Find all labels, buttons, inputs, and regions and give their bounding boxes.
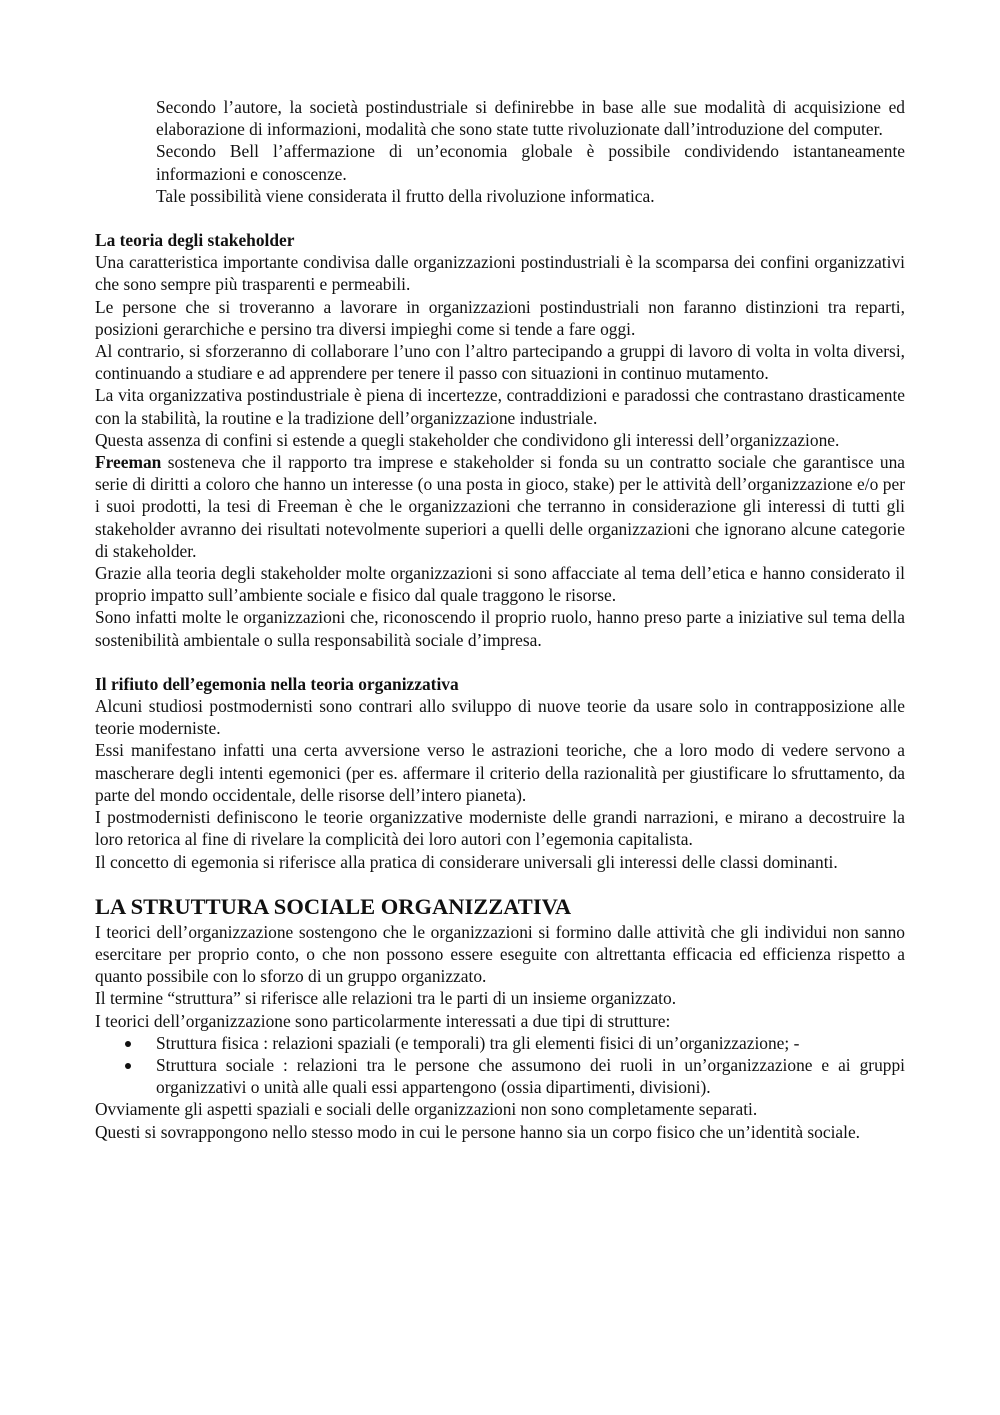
body-paragraph: Una caratteristica importante condivisa dalle organizzazioni postindustriali è la scomparsa dei confini organizzativi che sono sempre più trasparenti e permeabili. bbox=[95, 252, 905, 295]
freeman-paragraph bbox=[95, 451, 905, 562]
body-paragraph: Le persone che si troveranno a lavorare in organizzazioni postindustriali non faranno distinzioni tra reparti, posizioni gerarchiche e persino tra diversi impieghi come si tende a fare oggi. bbox=[95, 296, 905, 339]
section-heading-stakeholder: La teoria degli stakeholder bbox=[95, 230, 295, 251]
intro-paragraph: Tale possibilità viene considerata il frutto della rivoluzione informatica. bbox=[156, 185, 655, 206]
body-paragraph: I teorici dell’organizzazione sostengono che le organizzazioni si formino dalle attività che gli individui non sanno esercitare per proprio conto, o che non possono essere eseguite con altrettanta efficacia ed efficienza rispetto a quanto possibile con lo sforzo di un gruppo organizzato. bbox=[95, 921, 905, 987]
list-item bbox=[95, 1032, 905, 1054]
intro-paragraph: Secondo Bell l’affermazione di un’economia globale è possibile condividendo istantaneamente informazioni e conoscenze. bbox=[156, 141, 905, 184]
freeman-text: sosteneva che il rapporto tra imprese e stakeholder si fonda su un contratto sociale che garantisce una serie di diritti a coloro che hanno un interesse (o una posta in gioco, stake) per le attività dell’organizzazione e/o per i suoi prodotti, la tesi di Freeman è che le organizzazioni che terranno in considerazione gli interessi di tutti gli stakeholder avranno dei risultati notevolmente superiori a quelli delle organizzazioni che ignorano alcune categorie di stakeholder. bbox=[95, 452, 905, 561]
bullet-icon bbox=[125, 1041, 131, 1047]
body-paragraph: Questa assenza di confini si estende a quegli stakeholder che condividono gli interessi dell’organizzazione. bbox=[95, 429, 840, 450]
bullet-icon bbox=[125, 1063, 131, 1069]
list-item-text: Struttura fisica : relazioni spaziali (e temporali) tra gli elementi fisici di un’organizzazione; - bbox=[156, 1032, 800, 1053]
body-paragraph: Questi si sovrappongono nello stesso modo in cui le persone hanno sia un corpo fisico che un’identità sociale. bbox=[95, 1121, 861, 1142]
spacer bbox=[95, 207, 905, 229]
body-paragraph: Alcuni studiosi postmodernisti sono contrari allo sviluppo di nuove teorie da usare solo in contrapposizione alle teorie moderniste. bbox=[95, 696, 905, 739]
list-item bbox=[95, 1054, 905, 1098]
structure-types-list bbox=[95, 1032, 905, 1099]
body-paragraph: La vita organizzativa postindustriale è piena di incertezze, contraddizioni e paradossi che contrastano drasticamente con la stabilità, la routine e la tradizione dell’organizzazione industriale. bbox=[95, 385, 905, 428]
section-heading-egemonia: Il rifiuto dell’egemonia nella teoria organizzativa bbox=[95, 673, 459, 694]
body-paragraph: Essi manifestano infatti una certa avversione verso le astrazioni teoriche, che a loro modo di vedere servono a mascherare degli intenti egemonici (per es. affermare il criterio della razionalità per giustificare lo sfruttamento, da parte del mondo occidentale, delle risorse dell’intero pianeta). bbox=[95, 740, 905, 805]
list-item-text: Struttura sociale : relazioni tra le persone che assumono dei ruoli in un’organizzazione e ai gruppi organizzativi o unità alle quali essi appartengono (ossia dipartimenti, divisioni). bbox=[156, 1054, 905, 1098]
body-paragraph: Ovviamente gli aspetti spaziali e sociali delle organizzazioni non sono completamente separati. bbox=[95, 1099, 758, 1120]
body-paragraph: Il concetto di egemonia si riferisce alla pratica di considerare universali gli interessi delle classi dominanti. bbox=[95, 851, 838, 872]
body-paragraph: I teorici dell’organizzazione sono particolarmente interessati a due tipi di strutture: bbox=[95, 1010, 671, 1031]
document-page bbox=[95, 96, 905, 1143]
freeman-name: Freeman bbox=[95, 452, 162, 473]
chapter-heading-struttura: LA STRUTTURA SOCIALE ORGANIZZATIVA bbox=[95, 893, 572, 919]
body-paragraph: Il termine “struttura” si riferisce alle relazioni tra le parti di un insieme organizzato. bbox=[95, 988, 677, 1009]
body-paragraph: I postmodernisti definiscono le teorie organizzative moderniste delle grandi narrazioni, e mirano a decostruire la loro retorica al fine di rivelare la complicità dei loro autori con l’egemonia capitalista. bbox=[95, 807, 905, 850]
intro-block bbox=[156, 96, 905, 207]
intro-paragraph: Secondo l’autore, la società postindustriale si definirebbe in base alle sue modalità di acquisizione ed elaborazione di informazioni, modalità che sono state tutte rivoluzionate dall’introduzione del computer. bbox=[156, 97, 905, 140]
body-paragraph: Al contrario, si sforzeranno di collaborare l’uno con l’altro partecipando a gruppi di lavoro di volta in volta diversi, continuando a studiare e ad apprendere per tenere il passo con situazioni in continuo mutamento. bbox=[95, 341, 905, 384]
spacer bbox=[95, 651, 905, 673]
body-paragraph: Grazie alla teoria degli stakeholder molte organizzazioni si sono affacciate al tema dell’etica e hanno considerato il proprio impatto sull’ambiente sociale e fisico dal quale traggono le risorse. bbox=[95, 563, 905, 606]
body-paragraph: Sono infatti molte le organizzazioni che, riconoscendo il proprio ruolo, hanno preso parte a iniziative sul tema della sostenibilità ambientale o sulla responsabilità sociale d’impresa. bbox=[95, 607, 905, 650]
